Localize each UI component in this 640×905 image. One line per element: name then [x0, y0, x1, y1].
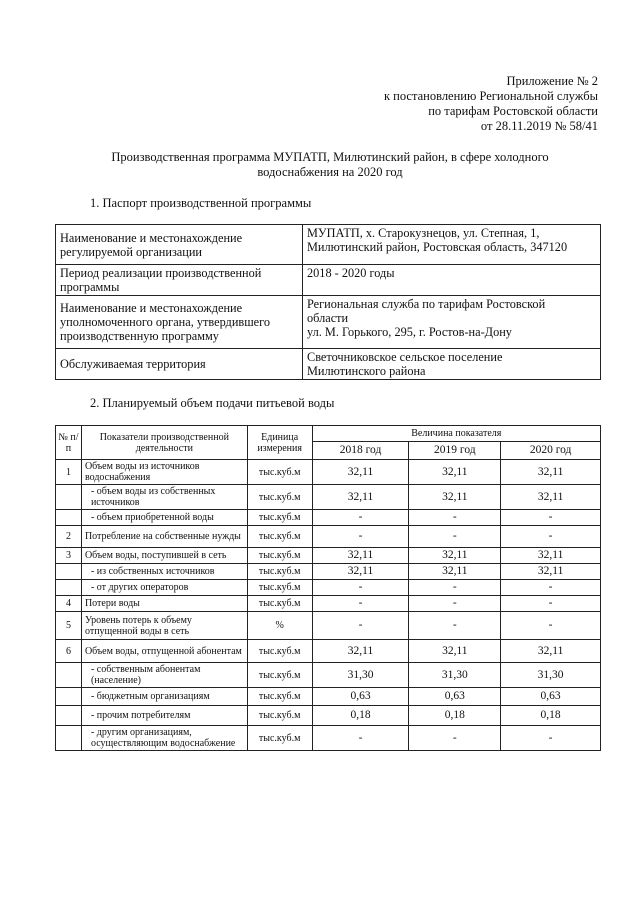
appendix-header — [384, 74, 598, 134]
passport-value — [303, 265, 601, 296]
row-number — [56, 726, 82, 751]
row-value-2018: - — [312, 612, 409, 640]
header-value: Величина показателя — [312, 426, 600, 442]
row-unit: тыс.куб.м — [247, 564, 312, 580]
table-row — [56, 726, 601, 751]
passport-value-line: МУПАТП, х. Старокузнецов, ул. Степная, 1, — [307, 226, 540, 240]
row-value-2020: 32,11 — [501, 548, 601, 564]
row-value-2018: 32,11 — [312, 460, 409, 485]
row-value-2018: 32,11 — [312, 640, 409, 663]
row-indicator: Объем воды, поступившей в сеть — [81, 548, 247, 564]
water-volume-table — [55, 425, 601, 751]
row-value-2020: 0,18 — [501, 706, 601, 726]
section-2-heading: 2. Планируемый объем подачи питьевой воды — [90, 396, 335, 410]
row-indicator: - прочим потребителям — [81, 706, 247, 726]
table-row — [56, 580, 601, 596]
table-row — [56, 663, 601, 688]
row-unit: тыс.куб.м — [247, 526, 312, 548]
passport-label: Наименование и местонахождение уполномоченного органа, утвердившего производственную программу — [56, 296, 303, 349]
row-unit: тыс.куб.м — [247, 580, 312, 596]
row-number — [56, 688, 82, 706]
passport-value-line: Светочниковское сельское поселение — [307, 350, 503, 364]
passport-value-line: Милютинский район, Ростовская область, 347120 — [307, 240, 568, 254]
row-value-2018: - — [312, 580, 409, 596]
passport-label: Обслуживаемая территория — [56, 349, 303, 380]
row-number: 6 — [56, 640, 82, 663]
table-row — [56, 526, 601, 548]
row-value-2020: 32,11 — [501, 460, 601, 485]
passport-value — [303, 296, 601, 349]
table-row — [56, 706, 601, 726]
row-number: 4 — [56, 596, 82, 612]
row-value-2019: - — [409, 726, 501, 751]
header-num: № п/п — [56, 426, 82, 460]
row-number: 2 — [56, 526, 82, 548]
row-unit: тыс.куб.м — [247, 510, 312, 526]
row-value-2020: - — [501, 612, 601, 640]
row-value-2019: - — [409, 580, 501, 596]
passport-table — [55, 224, 601, 380]
header-2019: 2019 год — [409, 442, 501, 460]
row-unit: тыс.куб.м — [247, 548, 312, 564]
row-value-2020: - — [501, 580, 601, 596]
row-number — [56, 706, 82, 726]
appendix-line-3: по тарифам Ростовской области — [428, 104, 598, 118]
title-line-2: водоснабжения на 2020 год — [257, 165, 403, 179]
row-value-2019: 32,11 — [409, 564, 501, 580]
row-number — [56, 663, 82, 688]
row-value-2018: 32,11 — [312, 485, 409, 510]
row-indicator: - от других операторов — [81, 580, 247, 596]
row-value-2018: 0,63 — [312, 688, 409, 706]
row-indicator: Потери воды — [81, 596, 247, 612]
header-2020: 2020 год — [501, 442, 601, 460]
table-row — [56, 640, 601, 663]
passport-value — [303, 349, 601, 380]
table-row — [56, 612, 601, 640]
table-body — [56, 460, 601, 751]
row-unit: тыс.куб.м — [247, 460, 312, 485]
row-value-2018: 32,11 — [312, 548, 409, 564]
row-value-2019: - — [409, 510, 501, 526]
row-indicator: - собственным абонентам (население) — [81, 663, 247, 688]
row-value-2018: - — [312, 510, 409, 526]
row-unit: тыс.куб.м — [247, 726, 312, 751]
row-value-2020: 32,11 — [501, 485, 601, 510]
row-value-2018: 32,11 — [312, 564, 409, 580]
row-unit: тыс.куб.м — [247, 596, 312, 612]
row-value-2018: - — [312, 526, 409, 548]
appendix-line-4: от 28.11.2019 № 58/41 — [480, 119, 598, 133]
row-value-2020: - — [501, 726, 601, 751]
table-row — [56, 485, 601, 510]
row-number — [56, 510, 82, 526]
row-value-2019: 0,18 — [409, 706, 501, 726]
passport-value-line: 2018 - 2020 годы — [307, 266, 395, 280]
row-value-2020: 32,11 — [501, 564, 601, 580]
table-row — [56, 510, 601, 526]
row-number — [56, 485, 82, 510]
passport-row — [56, 225, 601, 265]
row-value-2020: - — [501, 510, 601, 526]
passport-value-line: ул. М. Горького, 295, г. Ростов-на-Дону — [307, 325, 512, 339]
row-value-2019: 32,11 — [409, 485, 501, 510]
row-number — [56, 580, 82, 596]
row-value-2020: - — [501, 526, 601, 548]
row-value-2019: 32,11 — [409, 460, 501, 485]
row-indicator: Объем воды, отпущенной абонентам — [81, 640, 247, 663]
passport-value-line: области — [307, 311, 349, 325]
appendix-line-1: Приложение № 2 — [506, 74, 598, 88]
table-row — [56, 688, 601, 706]
table-header-row — [56, 426, 601, 442]
passport-label: Наименование и местонахождение регулируемой организации — [56, 225, 303, 265]
row-unit: тыс.куб.м — [247, 485, 312, 510]
header-2018: 2018 год — [312, 442, 409, 460]
row-number — [56, 564, 82, 580]
row-unit: % — [247, 612, 312, 640]
row-indicator: - объем воды из собственных источников — [81, 485, 247, 510]
table-row — [56, 596, 601, 612]
row-indicator: - из собственных источников — [81, 564, 247, 580]
appendix-line-2: к постановлению Региональной службы — [383, 89, 598, 103]
passport-value-line: Региональная служба по тарифам Ростовской — [307, 297, 546, 311]
row-value-2019: 32,11 — [409, 640, 501, 663]
row-value-2020: - — [501, 596, 601, 612]
row-value-2019: 32,11 — [409, 548, 501, 564]
row-unit: тыс.куб.м — [247, 640, 312, 663]
row-number: 5 — [56, 612, 82, 640]
row-value-2020: 31,30 — [501, 663, 601, 688]
row-indicator: Потребление на собственные нужды — [81, 526, 247, 548]
table-row — [56, 548, 601, 564]
row-number: 1 — [56, 460, 82, 485]
row-indicator: - бюджетным организациям — [81, 688, 247, 706]
header-unit: Единица измерения — [247, 426, 312, 460]
table-row — [56, 460, 601, 485]
row-value-2018: - — [312, 726, 409, 751]
row-indicator: Уровень потерь к объему отпущенной воды в сеть — [81, 612, 247, 640]
row-unit: тыс.куб.м — [247, 663, 312, 688]
row-value-2019: 0,63 — [409, 688, 501, 706]
passport-row — [56, 296, 601, 349]
passport-value — [303, 225, 601, 265]
passport-row — [56, 265, 601, 296]
section-1-heading: 1. Паспорт производственной программы — [90, 196, 312, 210]
row-value-2020: 0,63 — [501, 688, 601, 706]
row-unit: тыс.куб.м — [247, 688, 312, 706]
document-title — [60, 150, 600, 180]
title-line-1: Производственная программа МУПАТП, Милютинский район, в сфере холодного — [111, 150, 549, 164]
row-value-2019: - — [409, 612, 501, 640]
row-unit: тыс.куб.м — [247, 706, 312, 726]
row-number: 3 — [56, 548, 82, 564]
row-indicator: Объем воды из источников водоснабжения — [81, 460, 247, 485]
row-value-2020: 32,11 — [501, 640, 601, 663]
header-indicator: Показатели производственной деятельности — [81, 426, 247, 460]
row-value-2018: 0,18 — [312, 706, 409, 726]
row-indicator: - объем приобретенной воды — [81, 510, 247, 526]
passport-value-line: Милютинского района — [307, 364, 426, 378]
passport-label: Период реализации производственной программы — [56, 265, 303, 296]
table-row — [56, 564, 601, 580]
row-value-2019: - — [409, 526, 501, 548]
row-value-2018: 31,30 — [312, 663, 409, 688]
row-value-2019: - — [409, 596, 501, 612]
row-indicator: - другим организациям, осуществляющим водоснабжение — [81, 726, 247, 751]
row-value-2019: 31,30 — [409, 663, 501, 688]
passport-row — [56, 349, 601, 380]
row-value-2018: - — [312, 596, 409, 612]
